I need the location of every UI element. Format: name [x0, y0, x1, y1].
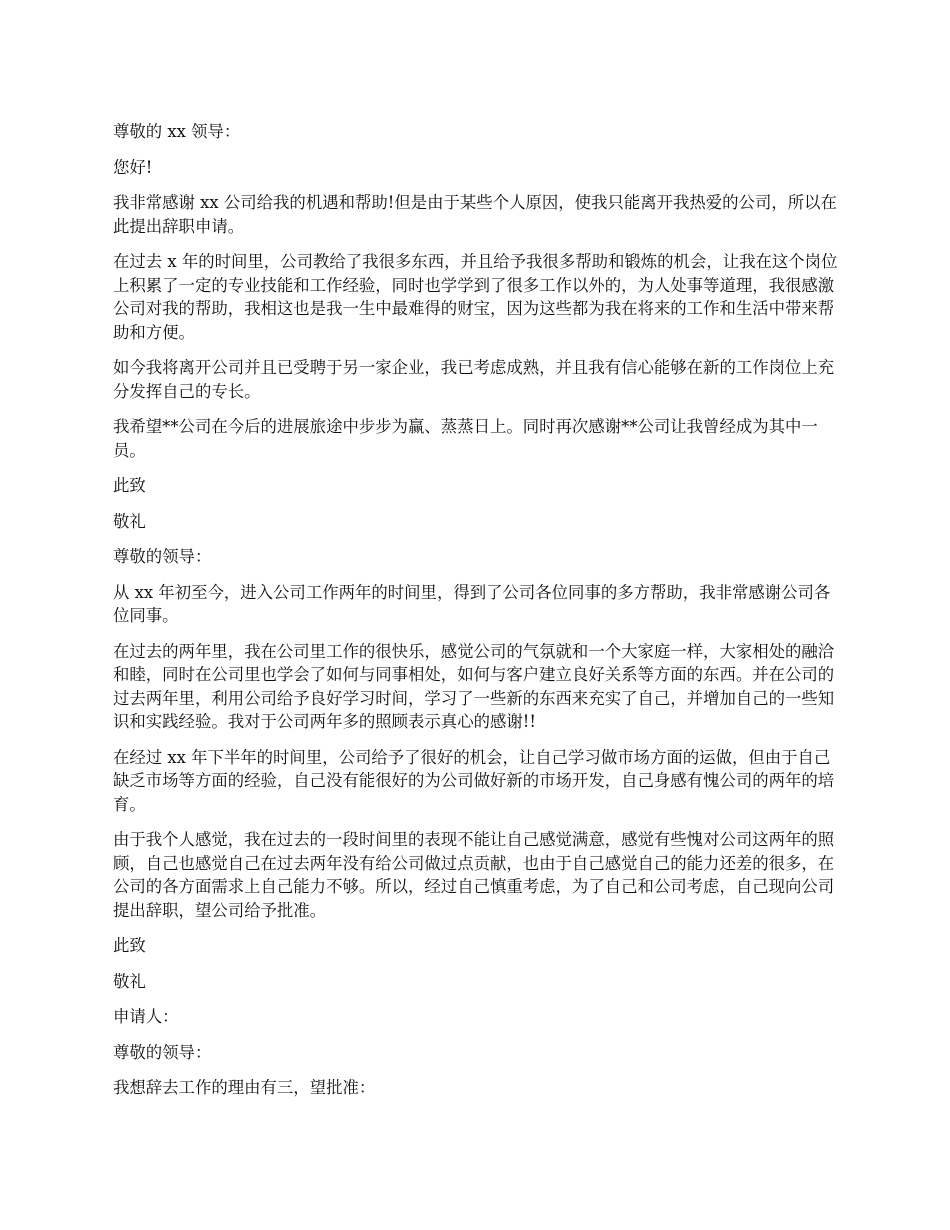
closing: 敬礼: [113, 511, 146, 531]
body-paragraph: 我希望**公司在今后的进展旅途中步步为赢、蒸蒸日上。同时再次感谢**公司让我曾经成为其中一员。: [113, 417, 818, 460]
body-paragraph: 在经过 xx 年下半年的时间里，公司给予了很好的机会，让自己学习做市场方面的运做，但由于自己缺乏市场等方面的经验，自己没有能很好的为公司做好新的市场开发，自己身感有愧公司的两年的培育。: [113, 747, 835, 814]
body-paragraph: 在过去的两年里，我在公司里工作的很快乐，感觉公司的气氛就和一个大家庭一样，大家相处的融洽和睦，同时在公司里也学会了如何与同事相处，如何与客户建立良好关系等方面的东西。并在公司的过去两年里，利用公司给予良好学习时间，学习了一些新的东西来充实了自己，并增加自己的一些知识和实践经验。我对于公司两年多的照顾表示真心的感谢!!: [113, 641, 835, 731]
body-paragraph: 在过去 x 年的时间里，公司教给了我很多东西，并且给予我很多帮助和锻炼的机会，让我在这个岗位上积累了一定的专业技能和工作经验，同时也学学到了很多工作以外的，为人处事等道理，我很感激公司对我的帮助，我相这也是我一生中最难得的财宝，因为这些都为我在将来的工作和生活中带来帮助和方便。: [113, 252, 838, 342]
document-body: [113, 120, 840, 1112]
body-paragraph: 由于我个人感觉，我在过去的一段时间里的表现不能让自己感觉满意，感觉有些愧对公司这两年的照顾，自己也感觉自己在过去两年没有给公司做过点贡献，也由于自己感觉自己的能力还差的很多，在公司的各方面需求上自己能力不够。所以，经过自己慎重考虑，为了自己和公司考虑，自己现向公司提出辞职，望公司给予批准。: [113, 830, 835, 920]
closing: 敬礼: [113, 971, 146, 991]
closing: 此致: [113, 936, 146, 955]
body-paragraph: 我非常感谢 xx 公司给我的机遇和帮助!但是由于某些个人原因，使我只能离开我热爱的公司，所以在此提出辞职申请。: [113, 193, 837, 236]
greeting: 您好!: [113, 157, 153, 177]
body-paragraph: 从 xx 年初至今，进入公司工作两年的时间里，得到了公司各位同事的多方帮助，我非常感谢公司各位同事。: [113, 582, 831, 625]
signature-line: 申请人：: [113, 1007, 179, 1026]
salutation: 尊敬的领导：: [113, 1042, 212, 1062]
body-paragraph: 我想辞去工作的理由有三，望批准：: [113, 1078, 376, 1097]
salutation: 尊敬的 xx 领导：: [113, 122, 241, 141]
body-paragraph: 如今我将离开公司并且已受聘于另一家企业，我已考虑成熟，并且我有信心能够在新的工作岗位上充分发挥自己的专长。: [113, 358, 835, 401]
closing: 此致: [113, 476, 146, 495]
salutation: 尊敬的领导：: [113, 547, 212, 566]
